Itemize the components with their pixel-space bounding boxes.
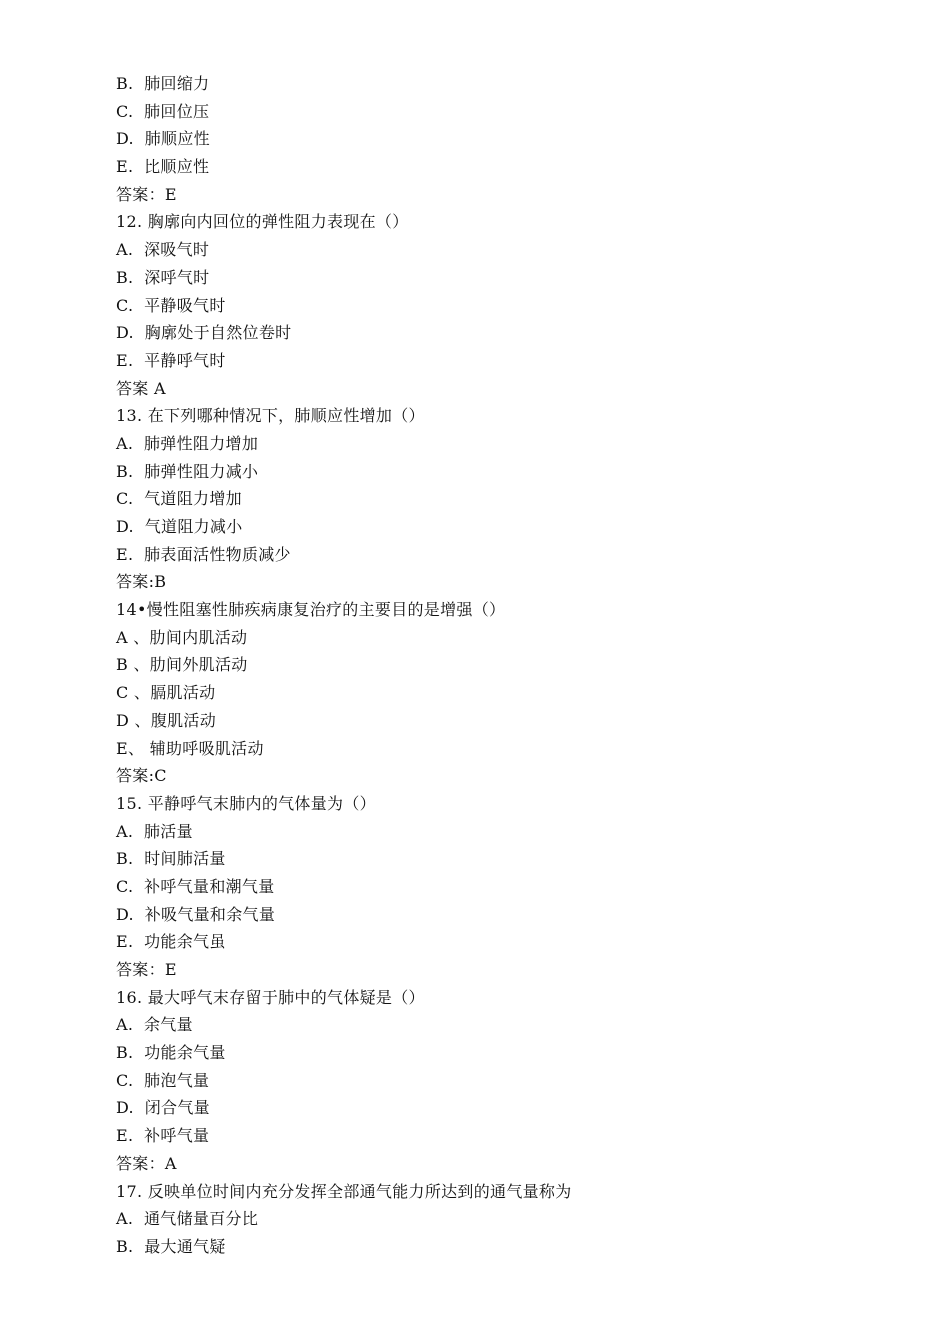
answer-line: 答案 A <box>116 378 166 398</box>
option-line: C 、膈肌活动 <box>116 683 216 703</box>
option-line: A. 肺活量 <box>116 821 193 841</box>
option-line: C. 肺回位压 <box>116 101 210 121</box>
option-line: A. 肺弹性阻力增加 <box>116 433 259 453</box>
answer-line: 答案：E <box>116 960 177 979</box>
option-line: B. 时间肺活量 <box>116 849 226 869</box>
question-line: 15. 平静呼气末肺内的气体量为（） <box>116 793 376 813</box>
option-line: A. 余气量 <box>116 1015 193 1035</box>
option-line: D. 气道阻力减小 <box>116 517 243 536</box>
option-line: C. 气道阻力增加 <box>116 489 242 509</box>
option-line: C. 平静吸气时 <box>116 295 226 315</box>
question-line: 13. 在下列哪种情况下，肺顺应性增加（） <box>116 406 425 426</box>
option-line: D. 闭合气量 <box>116 1098 210 1118</box>
option-line: B. 肺回缩力 <box>116 74 210 93</box>
option-line: B. 深呼气时 <box>116 267 210 287</box>
option-line: B. 功能余气量 <box>116 1043 226 1063</box>
option-line: A. 深吸气时 <box>116 240 210 260</box>
document-page <box>116 70 916 1261</box>
question-line: 17. 反映单位时间内充分发挥全部通气能力所达到的通气量称为 <box>116 1181 572 1201</box>
option-line: A. 通气储量百分比 <box>116 1209 259 1229</box>
option-line: B 、肋间外肌活动 <box>116 655 248 675</box>
option-line: E、 辅助呼吸肌活动 <box>116 738 264 758</box>
option-line: C. 肺泡气量 <box>116 1070 210 1090</box>
answer-line: 答案：A <box>116 1153 177 1173</box>
question-line: 16. 最大呼气末存留于肺中的气体疑是（） <box>116 987 425 1007</box>
option-line: C. 补呼气量和潮气量 <box>116 876 275 896</box>
question-line: 14•慢性阻塞性肺疾病康复治疗的主要目的是增强（） <box>116 600 506 620</box>
option-line: E. 平静呼气时 <box>116 350 226 370</box>
option-line: B. 最大通气疑 <box>116 1236 226 1256</box>
option-line: E. 功能余气虽 <box>116 932 226 952</box>
question-line: 12. 胸廓向内回位的弹性阻力表现在（） <box>116 212 409 232</box>
option-line: B. 肺弹性阻力减小 <box>116 461 259 481</box>
option-line: D. 肺顺应性 <box>116 129 210 149</box>
option-line: D 、腹肌活动 <box>116 710 217 730</box>
option-line: D. 胸廓处于自然位卷时 <box>116 323 292 343</box>
option-line: A 、肋间内肌活动 <box>116 627 248 647</box>
answer-line: 答案：E <box>116 184 177 204</box>
option-line: E. 补呼气量 <box>116 1126 210 1146</box>
option-line: E. 比顺应性 <box>116 157 210 177</box>
answer-line: 答案:C <box>116 766 167 786</box>
option-line: E. 肺表面活性物质减少 <box>116 544 291 564</box>
option-line: D. 补吸气量和余气量 <box>116 904 276 924</box>
answer-line: 答案:B <box>116 572 167 592</box>
